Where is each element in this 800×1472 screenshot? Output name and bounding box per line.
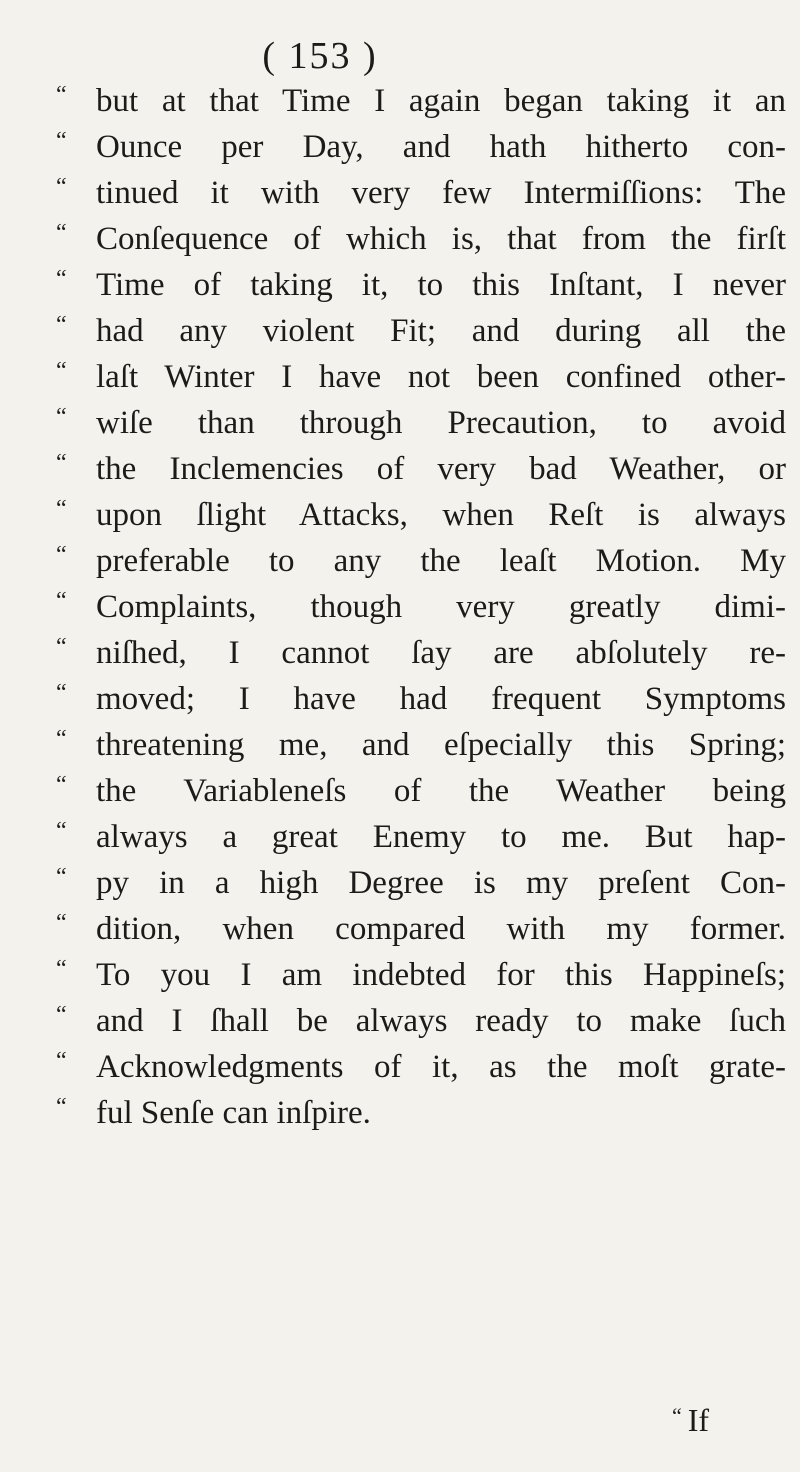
quote-mark: “ [56, 1048, 67, 1074]
quote-mark: “ [56, 726, 67, 752]
quote-mark: “ [56, 128, 67, 154]
line-text: To you I am indebted for this Happineſs; [96, 957, 786, 993]
text-line [56, 400, 786, 446]
quote-mark: “ [56, 588, 67, 614]
quote-mark: “ [56, 450, 67, 476]
text-line [56, 78, 786, 124]
text-line [56, 538, 786, 584]
text-line [56, 998, 786, 1044]
line-text: Complaints, though very greatly dimi- [96, 589, 786, 625]
text-line [56, 860, 786, 906]
quote-mark: “ [672, 1403, 682, 1428]
text-line [56, 308, 786, 354]
text-line [56, 1090, 786, 1136]
quote-mark: “ [56, 174, 67, 200]
text-line [56, 1044, 786, 1090]
text-line [56, 584, 786, 630]
text-line [56, 952, 786, 998]
text-line [56, 492, 786, 538]
line-text: dition, when compared with my former. [96, 911, 786, 947]
quote-mark: “ [56, 956, 67, 982]
text-line [56, 906, 786, 952]
line-text: the Variableneſs of the Weather being [96, 773, 786, 809]
line-text: Acknowledgments of it, as the moſt grate- [96, 1049, 786, 1085]
line-text: always a great Enemy to me. But hap- [96, 819, 786, 855]
text-body [56, 78, 786, 1136]
quote-mark: “ [56, 818, 67, 844]
line-text: Ounce per Day, and hath hitherto con- [96, 129, 786, 165]
line-text: had any violent Fit; and during all the [96, 313, 786, 349]
text-line [56, 262, 786, 308]
text-line [56, 722, 786, 768]
text-line [56, 676, 786, 722]
line-text: wiſe than through Precaution, to avoid [96, 405, 786, 441]
line-text: moved; I have had frequent Symptoms [96, 681, 786, 717]
line-text: tinued it with very few Intermiſſions: The [96, 175, 786, 211]
quote-mark: “ [56, 496, 67, 522]
text-line [56, 124, 786, 170]
line-text: upon ſlight Attacks, when Reſt is always [96, 497, 786, 533]
quote-mark: “ [56, 680, 67, 706]
line-text: threatening me, and eſpecially this Spring; [96, 727, 786, 763]
quote-mark: “ [56, 220, 67, 246]
text-line [56, 446, 786, 492]
quote-mark: “ [56, 542, 67, 568]
line-text: the Inclemencies of very bad Weather, or [96, 451, 786, 487]
quote-mark: “ [56, 358, 67, 384]
text-line [56, 354, 786, 400]
quote-mark: “ [56, 864, 67, 890]
line-text: laſt Winter I have not been confined other- [96, 359, 786, 395]
line-text: niſhed, I cannot ſay are abſolutely re- [96, 635, 786, 671]
line-text: Time of taking it, to this Inſtant, I never [96, 267, 786, 303]
line-text: ful Senſe can inſpire. [96, 1095, 371, 1131]
quote-mark: “ [56, 312, 67, 338]
quote-mark: “ [56, 634, 67, 660]
quote-mark: “ [56, 910, 67, 936]
quote-mark: “ [56, 404, 67, 430]
page-number: ( 153 ) [262, 35, 378, 77]
catchword [672, 1402, 709, 1439]
text-line [56, 768, 786, 814]
text-line [56, 630, 786, 676]
catchword-text: If [687, 1402, 710, 1438]
line-text: py in a high Degree is my preſent Con- [96, 865, 786, 901]
line-text: but at that Time I again began taking it an [96, 83, 786, 119]
line-text: preferable to any the leaſt Motion. My [96, 543, 786, 579]
quote-mark: “ [56, 772, 67, 798]
quote-mark: “ [56, 1094, 67, 1120]
quote-mark: “ [56, 82, 67, 108]
quote-mark: “ [56, 1002, 67, 1028]
line-text: Conſequence of which is, that from the firſt [96, 221, 786, 257]
text-line [56, 814, 786, 860]
text-line [56, 216, 786, 262]
text-line [56, 170, 786, 216]
quote-mark: “ [56, 266, 67, 292]
line-text: and I ſhall be always ready to make ſuch [96, 1003, 786, 1039]
